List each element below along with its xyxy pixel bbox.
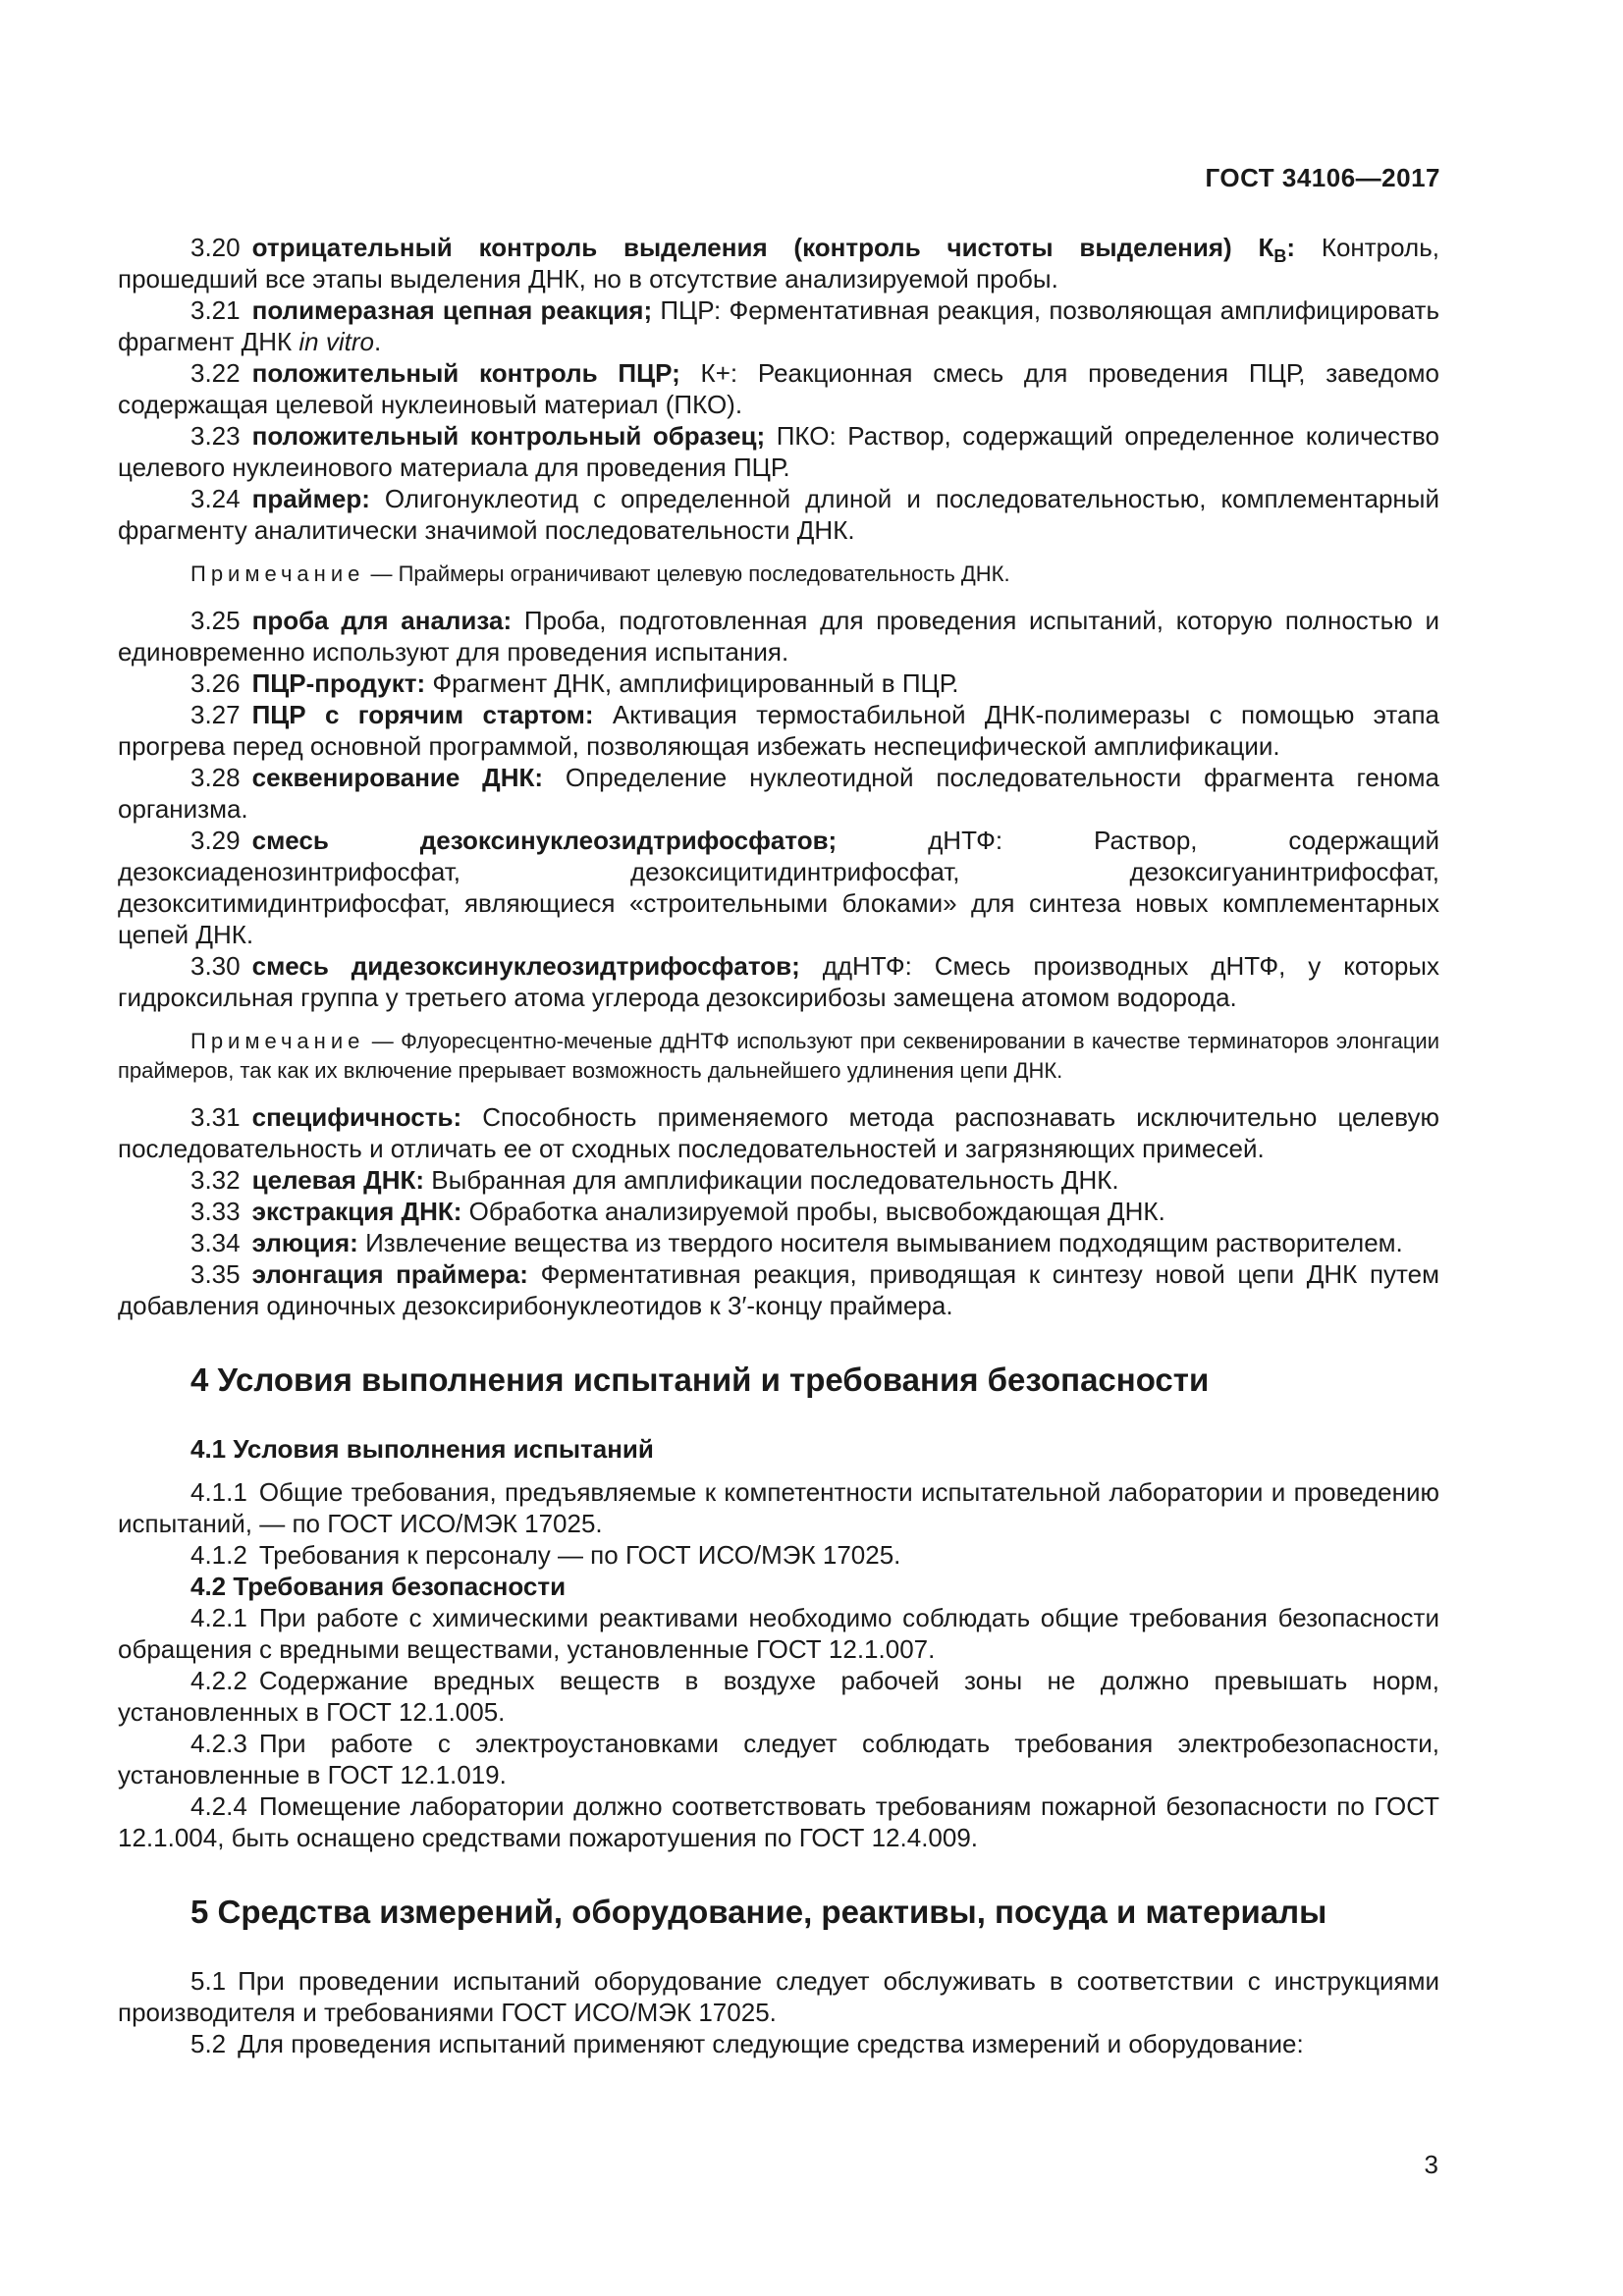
subsection-4-2-title: 4.2 Требования безопасности — [190, 1572, 567, 1601]
term-3-28: 3.28 секвенирование ДНК: Определение нуклеотидной последовательности фрагмента генома организма. — [118, 763, 1439, 824]
item-4-1-2: 4.1.2 Требования к персоналу — по ГОСТ ИСО/МЭК 17025. — [190, 1540, 901, 1570]
term-3-23: 3.23 положительный контрольный образец; ПКО: Раствор, содержащий определенное количество целевого нуклеинового материала для проведения ПЦР. — [118, 421, 1439, 482]
term-3-32: 3.32 целевая ДНК: Выбранная для амплификации последовательность ДНК. — [190, 1165, 1119, 1195]
document-body — [118, 232, 1439, 2059]
item-4-2-2: 4.2.2 Содержание вредных веществ в воздухе рабочей зоны не должно превышать норм, установленных в ГОСТ 12.1.005. — [118, 1666, 1439, 1727]
term-3-35: 3.35 элонгация праймера: Ферментативная реакция, приводящая к синтезу новой цепи ДНК путем добавления одиночных дезоксирибонуклеотидов к 3′-концу праймера. — [118, 1259, 1439, 1320]
term-3-25: 3.25 проба для анализа: Проба, подготовленная для проведения испытаний, которую полностью и единовременно используют для проведения испытания. — [118, 606, 1440, 667]
item-4-2-3: 4.2.3 При работе с электроустановками следует соблюдать требования электробезопасности, установленные в ГОСТ 12.1.019. — [118, 1729, 1439, 1789]
term-3-22: 3.22 положительный контроль ПЦР; К+: Реакционная смесь для проведения ПЦР, заведомо содержащая целевой нуклеиновый материал (ПКО). — [118, 358, 1439, 419]
term-3-33: 3.33 экстракция ДНК: Обработка анализируемой пробы, высвобождающая ДНК. — [190, 1197, 1165, 1226]
section-4-title: 4 Условия выполнения испытаний и требования безопасности — [190, 1362, 1210, 1398]
page-number: 3 — [1424, 2150, 1438, 2179]
term-3-27: 3.27 ПЦР с горячим стартом: Активация термостабильной ДНК-полимеразы с помощью этапа прогрева перед основной программой, позволяющая избежать неспецифической амплификации. — [118, 700, 1439, 761]
term-3-34: 3.34 элюция: Извлечение вещества из твердого носителя вымыванием подходящим растворителем. — [190, 1228, 1403, 1257]
item-5-1: 5.1 При проведении испытаний оборудование следует обслуживать в соответствии с инструкциями производителя и требованиями ГОСТ ИСО/МЭК 17025. — [118, 1966, 1439, 2027]
item-4-1-1: 4.1.1 Общие требования, предъявляемые к компетентности испытательной лаборатории и проведению испытаний, — по ГОСТ ИСО/МЭК 17025. — [118, 1477, 1439, 1538]
term-3-21: 3.21 полимеразная цепная реакция; ПЦР: Ферментативная реакция, позволяющая амплифицировать фрагмент ДНК in vitro. — [118, 295, 1439, 356]
standard-code-header: ГОСТ 34106—2017 — [1205, 163, 1440, 192]
subsection-4-1-title: 4.1 Условия выполнения испытаний — [190, 1434, 654, 1464]
term-3-29: 3.29 смесь дезоксинуклеозидтрифосфатов; дНТФ: Раствор, содержащий дезоксиаденозинтрифосфат, дезоксицитидинтрифосфат, дезоксигуанинтрифосфат, дезокситимидинтрифосфат, являющиеся «строительными блоками» для синтеза новых комплементарных цепей ДНК. — [118, 826, 1439, 949]
item-4-2-4: 4.2.4 Помещение лаборатории должно соответствовать требованиям пожарной безопасности по ГОСТ 12.1.004, быть оснащено средствами пожаротушения по ГОСТ 12.4.009. — [118, 1791, 1439, 1852]
note-2: Примечание — Флуоресцентно-меченые ддНТФ используют при секвенировании в качестве терминаторов элонгации праймеров, так как их включение прерывает возможность дальнейшего удлинения цепи ДНК. — [118, 1029, 1439, 1083]
item-5-2: 5.2 Для проведения испытаний применяют следующие средства измерений и оборудование: — [190, 2029, 1304, 2058]
section-5-title: 5 Средства измерений, оборудование, реактивы, посуда и материалы — [190, 1894, 1327, 1930]
term-3-20: 3.20 отрицательный контроль выделения (контроль чистоты выделения) $К_В$: Контроль, прошедший все этапы выделения ДНК, но в отсутствие анализируемой пробы. — [118, 233, 1439, 294]
item-4-2-1: 4.2.1 При работе с химическими реактивами необходимо соблюдать общие требования безопасности обращения с вредными веществами, установленные ГОСТ 12.1.007. — [118, 1603, 1439, 1664]
term-3-30: 3.30 смесь дидезоксинуклеозидтрифосфатов; ддНТФ: Смесь производных дНТФ, у которых гидроксильная группа у третьего атома углерода дезоксирибозы замещена атомом водорода. — [118, 951, 1439, 1012]
note-1: Примечание — Праймеры ограничивают целевую последовательность ДНК. — [190, 561, 1010, 586]
term-3-31: 3.31 специфичность: Способность применяемого метода распознавать исключительно целевую последовательность и отличать ее от сходных последовательностей и загрязняющих примесей. — [118, 1102, 1439, 1163]
term-3-24: 3.24 праймер: Олигонуклеотид с определенной длиной и последовательностью, комплементарный фрагменту аналитически значимой последовательности ДНК. — [118, 484, 1439, 545]
term-3-26: 3.26 ПЦР-продукт: Фрагмент ДНК, амплифицированный в ПЦР. — [190, 668, 959, 698]
